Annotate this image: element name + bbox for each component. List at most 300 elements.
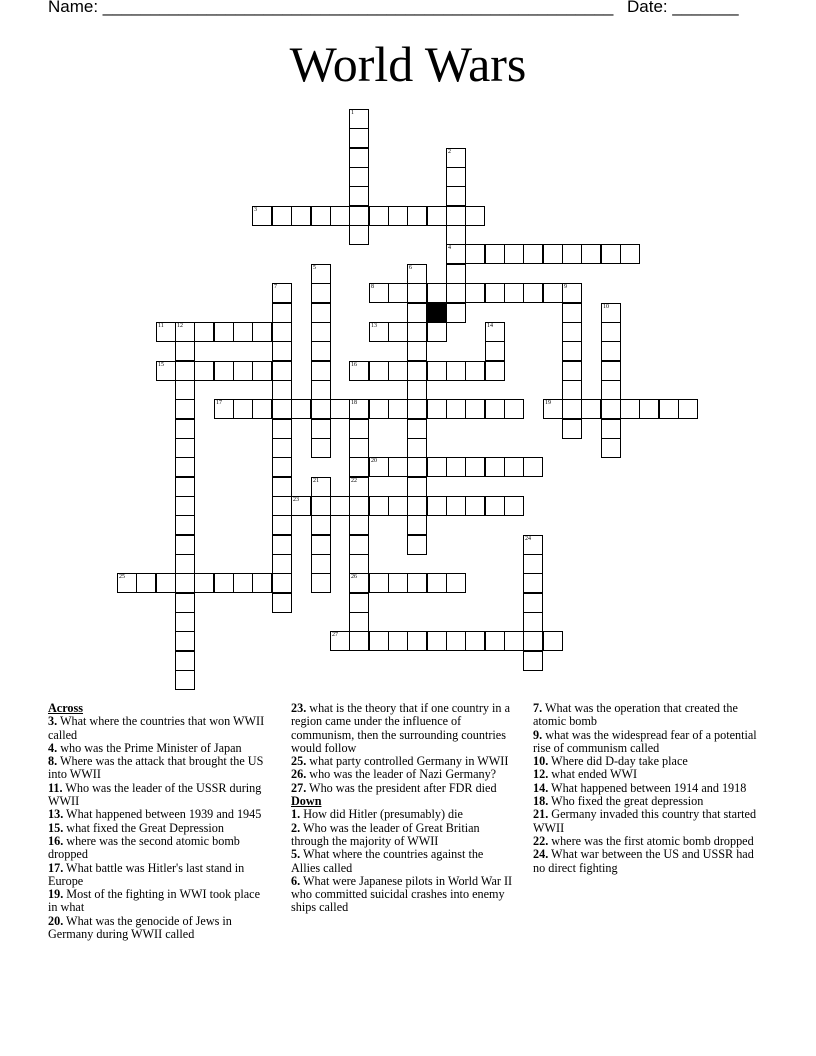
grid-cell[interactable] [311, 438, 331, 458]
grid-cell[interactable] [407, 535, 427, 555]
grid-cell[interactable] [349, 206, 369, 226]
grid-cell[interactable] [446, 399, 466, 419]
across-heading: Across [48, 701, 83, 715]
grid-cell[interactable] [407, 341, 427, 361]
cell-number: 4 [448, 245, 451, 251]
grid-cell[interactable] [485, 631, 505, 651]
grid-cell[interactable] [272, 496, 292, 516]
grid-cell[interactable] [407, 361, 427, 381]
grid-cell[interactable] [407, 303, 427, 323]
grid-cell[interactable] [465, 399, 485, 419]
clue-number: 24. [533, 847, 549, 862]
clue-item [533, 795, 765, 808]
clue-text: Who fixed the great depression [548, 794, 704, 809]
clue-number: 13. [48, 807, 64, 822]
grid-cell[interactable] [485, 322, 505, 342]
clue-item [291, 875, 513, 915]
black-cell [427, 303, 447, 323]
grid-cell[interactable] [214, 361, 234, 381]
grid-cell[interactable] [601, 438, 621, 458]
grid-cell[interactable] [272, 206, 292, 226]
clues-column-2 [291, 702, 513, 915]
grid-cell[interactable] [369, 206, 389, 226]
grid-cell[interactable] [117, 573, 137, 593]
grid-cell[interactable] [659, 399, 679, 419]
grid-cell[interactable] [446, 225, 466, 245]
grid-cell[interactable] [427, 361, 447, 381]
grid-cell[interactable] [446, 283, 466, 303]
grid-cell[interactable] [446, 573, 466, 593]
grid-cell[interactable] [349, 225, 369, 245]
grid-cell[interactable] [369, 322, 389, 342]
cell-number: 26 [351, 574, 357, 580]
grid-cell[interactable] [349, 457, 369, 477]
clue-item [533, 835, 765, 848]
grid-cell[interactable] [523, 535, 543, 555]
grid-cell[interactable] [523, 554, 543, 574]
grid-cell[interactable] [427, 457, 447, 477]
grid-cell[interactable] [311, 380, 331, 400]
grid-cell[interactable] [272, 554, 292, 574]
grid-cell[interactable] [311, 496, 331, 516]
cell-number: 9 [564, 284, 567, 290]
grid-cell[interactable] [175, 651, 195, 671]
grid-cell[interactable] [252, 399, 272, 419]
grid-cell[interactable] [388, 322, 408, 342]
grid-cell[interactable] [233, 573, 253, 593]
grid-cell[interactable] [156, 361, 176, 381]
clue-item [48, 888, 270, 915]
grid-cell[interactable] [175, 341, 195, 361]
grid-cell[interactable] [523, 457, 543, 477]
grid-cell[interactable] [388, 457, 408, 477]
grid-cell[interactable] [407, 477, 427, 497]
grid-cell[interactable] [601, 380, 621, 400]
grid-cell[interactable] [407, 631, 427, 651]
grid-cell[interactable] [272, 457, 292, 477]
grid-cell[interactable] [272, 322, 292, 342]
grid-cell[interactable] [175, 593, 195, 613]
clue-number: 11. [48, 780, 63, 795]
grid-cell[interactable] [485, 361, 505, 381]
grid-cell[interactable] [407, 283, 427, 303]
grid-cell[interactable] [407, 399, 427, 419]
clue-text: What was the genocide of Jews in Germany during WWII called [48, 913, 232, 942]
grid-cell[interactable] [504, 457, 524, 477]
clue-number: 21. [533, 807, 549, 822]
grid-cell[interactable] [581, 244, 601, 264]
grid-cell[interactable] [175, 399, 195, 419]
grid-cell[interactable] [369, 361, 389, 381]
grid-cell[interactable] [311, 341, 331, 361]
grid-cell[interactable] [523, 631, 543, 651]
grid-cell[interactable] [523, 283, 543, 303]
grid-cell[interactable] [639, 399, 659, 419]
cell-number: 13 [371, 323, 377, 329]
grid-cell[interactable] [407, 515, 427, 535]
cell-number: 27 [332, 632, 338, 638]
grid-cell[interactable] [369, 496, 389, 516]
grid-cell[interactable] [175, 631, 195, 651]
grid-cell[interactable] [601, 303, 621, 323]
grid-cell[interactable] [291, 496, 311, 516]
grid-cell[interactable] [427, 283, 447, 303]
clue-text: Who was the president after FDR died [306, 780, 497, 795]
grid-cell[interactable] [349, 438, 369, 458]
grid-cell[interactable] [233, 322, 253, 342]
grid-cell[interactable] [311, 303, 331, 323]
grid-cell[interactable] [562, 283, 582, 303]
grid-cell[interactable] [543, 399, 563, 419]
grid-cell[interactable] [272, 283, 292, 303]
grid-cell[interactable] [407, 322, 427, 342]
grid-cell[interactable] [175, 515, 195, 535]
clue-text: What happened between 1939 and 1945 [63, 807, 262, 822]
grid-cell[interactable] [407, 206, 427, 226]
cell-number: 19 [545, 400, 551, 406]
clue-item [48, 808, 270, 821]
grid-cell[interactable] [465, 631, 485, 651]
grid-cell[interactable] [446, 303, 466, 323]
grid-cell[interactable] [504, 399, 524, 419]
grid-cell[interactable] [407, 573, 427, 593]
grid-cell[interactable] [446, 457, 466, 477]
grid-cell[interactable] [272, 477, 292, 497]
grid-cell[interactable] [407, 264, 427, 284]
grid-cell[interactable] [175, 535, 195, 555]
grid-cell[interactable] [349, 399, 369, 419]
clue-text: Where did D-day take place [548, 754, 688, 769]
cell-number: 10 [603, 304, 609, 310]
grid-cell[interactable] [465, 496, 485, 516]
grid-cell[interactable] [427, 573, 447, 593]
grid-cell[interactable] [543, 631, 563, 651]
clue-number: 22. [533, 833, 549, 848]
grid-cell[interactable] [446, 631, 466, 651]
grid-cell[interactable] [330, 631, 350, 651]
grid-cell[interactable] [485, 283, 505, 303]
grid-cell[interactable] [388, 283, 408, 303]
grid-cell[interactable] [252, 573, 272, 593]
grid-cell[interactable] [601, 399, 621, 419]
grid-cell[interactable] [369, 283, 389, 303]
grid-cell[interactable] [601, 419, 621, 439]
grid-cell[interactable] [504, 244, 524, 264]
clue-number: 7. [533, 701, 543, 715]
grid-cell[interactable] [407, 496, 427, 516]
clue-number: 19. [48, 887, 64, 902]
grid-cell[interactable] [349, 109, 369, 129]
clue-item [291, 808, 513, 821]
down-heading: Down [291, 794, 322, 809]
grid-cell[interactable] [175, 496, 195, 516]
grid-cell[interactable] [311, 419, 331, 439]
grid-cell[interactable] [175, 419, 195, 439]
grid-cell[interactable] [620, 399, 640, 419]
grid-cell[interactable] [311, 361, 331, 381]
grid-cell[interactable] [601, 341, 621, 361]
grid-cell[interactable] [349, 554, 369, 574]
grid-cell[interactable] [407, 380, 427, 400]
cell-number: 5 [313, 265, 316, 271]
grid-cell[interactable] [194, 322, 214, 342]
grid-cell[interactable] [252, 322, 272, 342]
grid-cell[interactable] [407, 438, 427, 458]
grid-cell[interactable] [562, 322, 582, 342]
clue-item [48, 742, 270, 755]
grid-cell[interactable] [504, 631, 524, 651]
grid-cell[interactable] [311, 554, 331, 574]
grid-cell[interactable] [523, 593, 543, 613]
grid-cell[interactable] [175, 477, 195, 497]
grid-cell[interactable] [272, 419, 292, 439]
grid-cell[interactable] [543, 283, 563, 303]
clue-item [48, 822, 270, 835]
page-title: World Wars [289, 36, 527, 92]
grid-cell[interactable] [388, 496, 408, 516]
grid-cell[interactable] [485, 341, 505, 361]
grid-cell[interactable] [446, 361, 466, 381]
grid-cell[interactable] [465, 361, 485, 381]
grid-cell[interactable] [291, 206, 311, 226]
grid-cell[interactable] [465, 457, 485, 477]
cell-number: 12 [177, 323, 183, 329]
clue-item [291, 848, 513, 875]
grid-cell[interactable] [272, 303, 292, 323]
grid-cell[interactable] [349, 593, 369, 613]
grid-cell[interactable] [252, 361, 272, 381]
grid-cell[interactable] [349, 419, 369, 439]
clue-number: 15. [48, 820, 64, 835]
clue-text: Most of the fighting in WWI took place in what [48, 887, 261, 915]
grid-cell[interactable] [465, 283, 485, 303]
grid-cell[interactable] [175, 554, 195, 574]
grid-cell[interactable] [349, 496, 369, 516]
grid-cell[interactable] [485, 399, 505, 419]
grid-cell[interactable] [562, 361, 582, 381]
clue-text: what fixed the Great Depression [63, 820, 224, 835]
clue-number: 8. [48, 754, 58, 769]
grid-cell[interactable] [272, 438, 292, 458]
grid-cell[interactable] [349, 477, 369, 497]
grid-cell[interactable] [272, 361, 292, 381]
grid-cell[interactable] [678, 399, 698, 419]
grid-cell[interactable] [465, 244, 485, 264]
grid-cell[interactable] [291, 399, 311, 419]
clue-text: What happened between 1914 and 1918 [548, 780, 747, 795]
clue-number: 17. [48, 860, 64, 875]
grid-cell[interactable] [136, 573, 156, 593]
clue-number: 14. [533, 780, 549, 795]
grid-cell[interactable] [330, 206, 350, 226]
cell-number: 25 [119, 574, 125, 580]
grid-cell[interactable] [388, 631, 408, 651]
clue-item [291, 822, 513, 849]
cell-number: 20 [371, 458, 377, 464]
grid-cell[interactable] [581, 399, 601, 419]
grid-cell[interactable] [272, 399, 292, 419]
grid-cell[interactable] [175, 438, 195, 458]
clue-number: 12. [533, 767, 549, 782]
clue-text: What where the countries that won WWII called [48, 714, 265, 742]
grid-cell[interactable] [562, 341, 582, 361]
grid-cell[interactable] [369, 457, 389, 477]
grid-cell[interactable] [175, 573, 195, 593]
grid-cell[interactable] [543, 244, 563, 264]
grid-cell[interactable] [523, 651, 543, 671]
clue-item [533, 848, 765, 875]
clues-column-3 [533, 702, 765, 875]
grid-cell[interactable] [427, 399, 447, 419]
clue-item [533, 729, 765, 756]
cell-number: 21 [313, 478, 319, 484]
clue-text: How did Hitler (presumably) die [300, 807, 463, 822]
grid-cell[interactable] [562, 399, 582, 419]
grid-cell[interactable] [311, 206, 331, 226]
grid-cell[interactable] [349, 573, 369, 593]
grid-cell[interactable] [427, 496, 447, 516]
grid-cell[interactable] [175, 612, 195, 632]
grid-cell[interactable] [562, 303, 582, 323]
clue-number: 23. [291, 701, 307, 715]
grid-cell[interactable] [485, 457, 505, 477]
grid-cell[interactable] [446, 206, 466, 226]
grid-cell[interactable] [601, 322, 621, 342]
grid-cell[interactable] [272, 573, 292, 593]
grid-cell[interactable] [233, 399, 253, 419]
grid-cell[interactable] [562, 380, 582, 400]
grid-cell[interactable] [330, 399, 350, 419]
grid-cell[interactable] [523, 244, 543, 264]
grid-cell[interactable] [504, 496, 524, 516]
cell-number: 14 [487, 323, 493, 329]
clue-item [533, 702, 765, 729]
grid-cell[interactable] [272, 535, 292, 555]
grid-cell[interactable] [465, 206, 485, 226]
grid-cell[interactable] [214, 322, 234, 342]
clue-number: 3. [48, 714, 58, 729]
grid-cell[interactable] [446, 244, 466, 264]
clue-number: 26. [291, 767, 307, 782]
grid-cell[interactable] [214, 399, 234, 419]
clue-text: what was the widespread fear of a potential rise of communism called [533, 727, 757, 755]
cell-number: 6 [409, 265, 412, 271]
cell-number: 23 [293, 497, 299, 503]
grid-cell[interactable] [407, 419, 427, 439]
clue-item [48, 862, 270, 889]
grid-cell[interactable] [311, 264, 331, 284]
clue-number: 9. [533, 727, 543, 742]
grid-cell[interactable] [523, 612, 543, 632]
grid-cell[interactable] [175, 322, 195, 342]
grid-cell[interactable] [523, 573, 543, 593]
clue-text: where was the second atomic bomb dropped [48, 833, 240, 862]
grid-cell[interactable] [349, 128, 369, 148]
cell-number: 15 [158, 362, 164, 368]
grid-cell[interactable] [562, 244, 582, 264]
grid-cell[interactable] [446, 167, 466, 187]
grid-cell[interactable] [349, 361, 369, 381]
grid-cell[interactable] [272, 380, 292, 400]
grid-cell[interactable] [175, 380, 195, 400]
grid-cell[interactable] [601, 244, 621, 264]
grid-cell[interactable] [233, 361, 253, 381]
grid-cell[interactable] [175, 670, 195, 690]
grid-cell[interactable] [369, 573, 389, 593]
grid-cell[interactable] [388, 399, 408, 419]
grid-cell[interactable] [349, 535, 369, 555]
grid-cell[interactable] [427, 322, 447, 342]
grid-cell[interactable] [388, 361, 408, 381]
grid-cell[interactable] [272, 593, 292, 613]
grid-cell[interactable] [446, 186, 466, 206]
grid-cell[interactable] [311, 573, 331, 593]
grid-cell[interactable] [311, 399, 331, 419]
grid-cell[interactable] [504, 283, 524, 303]
clue-item [291, 702, 513, 755]
grid-cell[interactable] [156, 573, 176, 593]
grid-cell[interactable] [175, 361, 195, 381]
grid-cell[interactable] [562, 419, 582, 439]
grid-cell[interactable] [349, 612, 369, 632]
grid-cell[interactable] [272, 341, 292, 361]
clue-item [291, 755, 513, 768]
grid-cell[interactable] [156, 322, 176, 342]
grid-cell[interactable] [407, 457, 427, 477]
clue-number: 2. [291, 820, 301, 835]
grid-cell[interactable] [446, 148, 466, 168]
grid-cell[interactable] [388, 573, 408, 593]
grid-cell[interactable] [349, 515, 369, 535]
grid-cell[interactable] [272, 515, 292, 535]
grid-cell[interactable] [175, 457, 195, 477]
grid-cell[interactable] [485, 244, 505, 264]
grid-cell[interactable] [330, 496, 350, 516]
date-field[interactable]: Date: _______ [627, 0, 739, 16]
grid-cell[interactable] [349, 186, 369, 206]
clue-text: where was the first atomic bomb dropped [548, 833, 754, 848]
grid-cell[interactable] [194, 573, 214, 593]
grid-cell[interactable] [311, 515, 331, 535]
grid-cell[interactable] [252, 206, 272, 226]
grid-cell[interactable] [446, 496, 466, 516]
grid-cell[interactable] [349, 148, 369, 168]
grid-cell[interactable] [194, 361, 214, 381]
grid-cell[interactable] [601, 361, 621, 381]
grid-cell[interactable] [388, 206, 408, 226]
grid-cell[interactable] [427, 631, 447, 651]
name-field[interactable]: Name: ______________________________________________________ [48, 0, 614, 16]
grid-cell[interactable] [369, 399, 389, 419]
grid-cell[interactable] [311, 477, 331, 497]
cell-number: 17 [216, 400, 222, 406]
grid-cell[interactable] [427, 206, 447, 226]
cell-number: 18 [351, 400, 357, 406]
grid-cell[interactable] [311, 283, 331, 303]
grid-cell[interactable] [214, 573, 234, 593]
clue-item [291, 768, 513, 781]
grid-cell[interactable] [369, 631, 389, 651]
cell-number: 11 [158, 323, 164, 329]
grid-cell[interactable] [446, 264, 466, 284]
clue-number: 6. [291, 873, 301, 888]
grid-cell[interactable] [311, 535, 331, 555]
grid-cell[interactable] [485, 496, 505, 516]
grid-cell[interactable] [311, 322, 331, 342]
grid-cell[interactable] [349, 631, 369, 651]
grid-cell[interactable] [349, 167, 369, 187]
grid-cell[interactable] [620, 244, 640, 264]
